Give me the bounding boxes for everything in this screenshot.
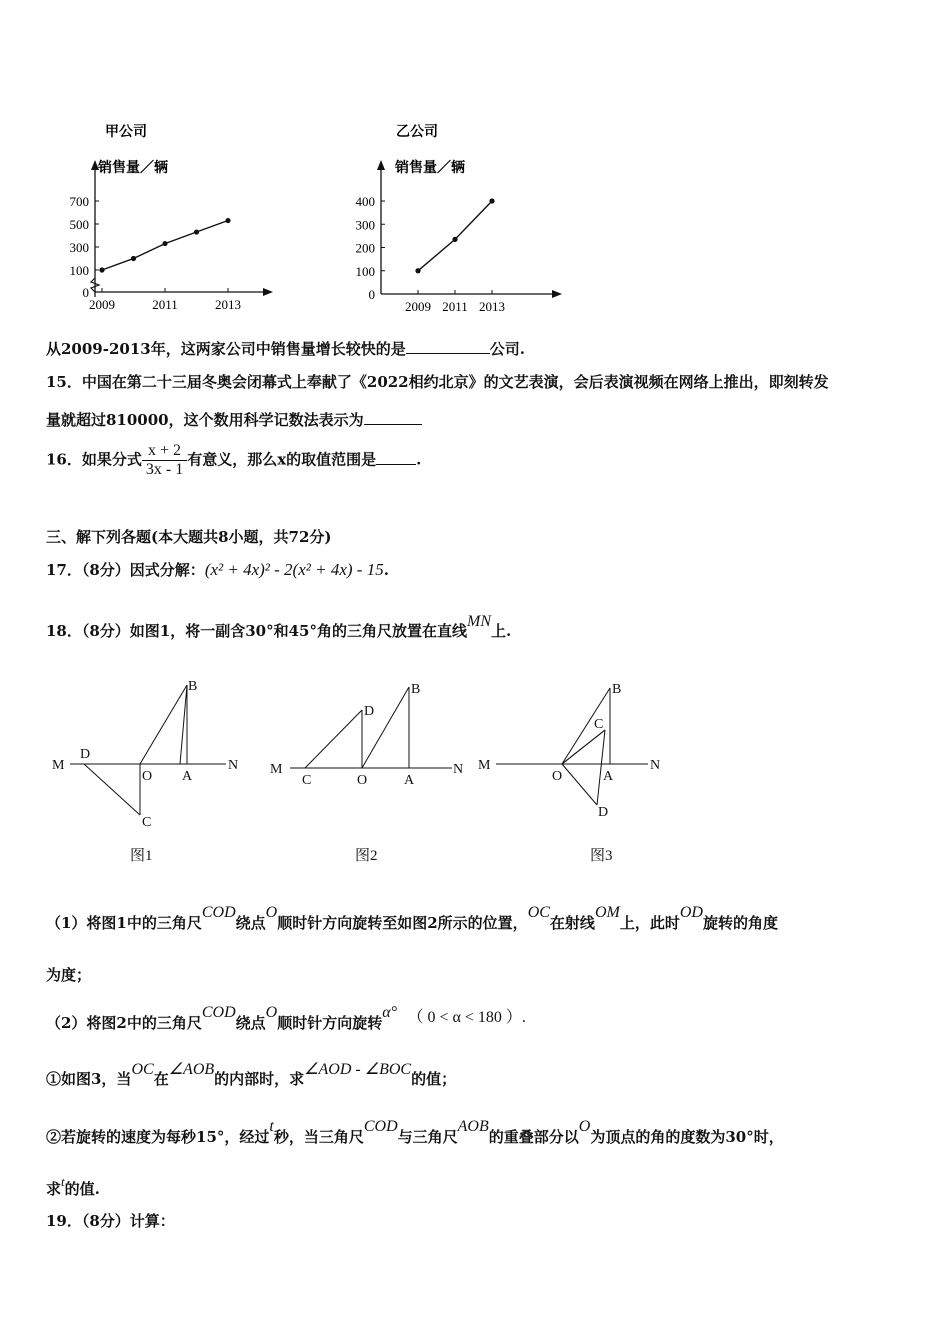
q14-conclusion	[46, 338, 525, 359]
y-tick-label: 100	[355, 263, 375, 279]
x-tick-label: 2013	[215, 297, 241, 312]
q18-2b-text: 秒，当三角尺	[273, 1128, 364, 1146]
x-tick-label: 2013	[479, 299, 505, 314]
q18-2a-text: 的值；	[411, 1070, 457, 1088]
x-axis-arrow	[552, 290, 562, 298]
q18-2-text: （2）将图2中的三角尺	[46, 1014, 202, 1032]
point-label: B	[411, 682, 421, 697]
y-tick-label: 400	[355, 194, 375, 209]
y-axis-arrow	[377, 160, 385, 170]
q18-2b-text: 的重叠部分以	[488, 1128, 579, 1146]
q18-1-text: 在射线	[549, 914, 595, 932]
data-point	[131, 256, 136, 261]
q18-part2b	[46, 1118, 784, 1147]
point-label: N	[453, 762, 464, 777]
q15-line2	[46, 409, 422, 430]
point-label: O	[552, 769, 563, 784]
y-tick-label: 200	[355, 240, 375, 256]
triangle-cod: COD	[201, 904, 236, 921]
triangle-cod: COD	[201, 1004, 236, 1021]
y-tick-label: 0	[82, 285, 89, 300]
q16-text-after: 有意义，那么x的取值范围是	[187, 450, 377, 469]
x-tick-label: 2009	[89, 297, 115, 312]
q18-2b-text: ②若旋转的速度为每秒15°，经过	[46, 1128, 270, 1146]
point-o: O	[265, 1004, 278, 1021]
q18-2b-text: 为顶点的角的度数为30°时，	[590, 1128, 784, 1146]
angle-expression: ∠AOD - ∠BOC	[304, 1061, 412, 1078]
q18-2-text: 顺时针方向旋转	[277, 1014, 383, 1032]
point-label: D	[80, 747, 91, 762]
figure-1	[52, 679, 238, 864]
q18-end: 上.	[491, 622, 512, 640]
q18-part2a	[46, 1061, 457, 1089]
q18-1-text: 旋转的角度	[702, 914, 778, 932]
q18-part2	[46, 1004, 526, 1033]
figure-caption: 图2	[355, 848, 378, 864]
answer-blank[interactable]	[364, 410, 422, 425]
q18-2b-text: 的值.	[64, 1180, 100, 1198]
point-label: D	[364, 704, 375, 719]
segment-oc: OC	[131, 1061, 154, 1078]
point-o: O	[578, 1118, 591, 1135]
figure-2	[270, 682, 463, 864]
q18-part1	[46, 904, 778, 933]
y-tick-label: 500	[69, 217, 89, 232]
q16-text: 16．如果分式	[46, 450, 142, 469]
data-point	[415, 268, 420, 273]
data-point	[225, 218, 230, 223]
q18-2b-text: 与三角尺	[397, 1128, 458, 1146]
y-tick-label: 700	[69, 194, 89, 209]
point-label: B	[188, 679, 198, 694]
figure-caption: 图1	[130, 848, 153, 864]
q17	[46, 559, 389, 580]
q17-end: .	[383, 561, 389, 579]
q18-part1-line2: 为度；	[46, 966, 92, 984]
chart-title: 乙公司	[396, 125, 438, 140]
q18-1-text: 上，此时	[619, 914, 680, 932]
q18-2a-text: 的内部时，求	[214, 1070, 305, 1088]
q18-2-text: 绕点	[235, 1014, 266, 1032]
y-tick-label: 300	[355, 217, 375, 233]
rotation-figures	[40, 670, 680, 870]
angle-aob: ∠AOB	[168, 1061, 215, 1078]
point-label: D	[598, 805, 609, 820]
point-label: C	[142, 815, 152, 830]
data-point	[99, 267, 104, 272]
chart-title: 甲公司	[105, 125, 147, 140]
series-line	[418, 201, 492, 271]
answer-blank[interactable]	[376, 450, 416, 465]
point-o: O	[265, 904, 278, 921]
answer-blank[interactable]	[406, 339, 490, 354]
x-tick-label: 2009	[405, 299, 431, 314]
figure-caption: 图3	[590, 848, 613, 864]
q16-end: .	[416, 450, 422, 469]
segment-od: OD	[679, 904, 703, 921]
fraction	[142, 442, 187, 479]
point-label: C	[302, 773, 312, 788]
fraction-numerator: x + 2	[148, 442, 182, 459]
x-tick-label: 2011	[442, 299, 468, 314]
q19: 19．（8分）计算：	[46, 1212, 175, 1230]
q18-1-text: （1）将图1中的三角尺	[46, 914, 202, 932]
triangle-cod: COD	[363, 1118, 398, 1135]
angle-alpha: α°	[382, 1004, 398, 1021]
q17-label: 17．（8分）因式分解：	[46, 561, 205, 579]
point-label: A	[603, 769, 614, 784]
segment-oc: OC	[527, 904, 550, 921]
figure-3	[478, 682, 660, 864]
section-title: 三、解下列各题(本大题共8小题，共72分)	[46, 528, 332, 546]
fraction-denominator: 3x - 1	[142, 460, 187, 479]
x-axis-arrow	[263, 288, 273, 296]
point-label: B	[612, 682, 622, 697]
variable-t: t	[61, 1174, 65, 1189]
sales-charts	[40, 112, 600, 322]
q18-1-text: 顺时针方向旋转至如图2所示的位置，	[277, 914, 528, 932]
chart-yi	[356, 123, 563, 314]
q18-1-text: 绕点	[235, 914, 266, 932]
x-tick-label: 2011	[152, 297, 178, 312]
q14-text: 从2009-2013年，这两家公司中销售量增长较快的是	[46, 340, 406, 358]
line-mn: MN	[467, 613, 491, 630]
point-label: M	[52, 758, 65, 773]
data-point	[489, 198, 494, 203]
q18-part2b-line2	[46, 1174, 100, 1199]
q18-label: 18．（8分）如图1，将一副含30°和45°角的三角尺放置在直线	[46, 622, 467, 640]
q17-expression: (x² + 4x)² - 2(x² + 4x) - 15	[204, 560, 384, 579]
point-label: O	[357, 773, 368, 788]
q14-text-end: 公司.	[489, 340, 525, 358]
point-label: A	[404, 773, 415, 788]
y-tick-label: 100	[69, 263, 89, 278]
point-label: M	[270, 762, 283, 777]
point-label: C	[594, 717, 604, 732]
q18-2a-text: ①如图3，当	[46, 1070, 132, 1088]
data-point	[162, 241, 167, 246]
chart-jia	[70, 123, 274, 312]
triangle-aob: AOB	[457, 1118, 489, 1135]
q18	[46, 613, 512, 641]
alpha-range: （ 0 < α < 180 ）.	[407, 1009, 526, 1026]
q15-line1: 15．中国在第二十三届冬奥会闭幕式上奉献了《2022相约北京》的文艺表演，会后表演视频在网络上推出，即刻转发	[46, 373, 829, 391]
data-point	[194, 229, 199, 234]
point-label: M	[478, 758, 491, 773]
y-axis-label: 销售量／辆	[98, 161, 168, 176]
ray-om: OM	[594, 904, 620, 921]
point-label: N	[650, 758, 661, 773]
q18-2b-text: 求	[46, 1180, 62, 1198]
data-point	[452, 237, 457, 242]
point-label: N	[228, 758, 239, 773]
y-tick-label: 0	[368, 287, 375, 302]
point-label: A	[182, 769, 193, 784]
point-label: O	[142, 769, 153, 784]
variable-t: t	[269, 1118, 274, 1135]
y-axis-label: 销售量／辆	[395, 161, 465, 176]
q18-2a-text: 在	[153, 1070, 169, 1088]
q16	[46, 442, 421, 479]
q15-text: 量就超过810000，这个数用科学记数法表示为	[46, 411, 364, 429]
y-tick-label: 300	[69, 240, 89, 255]
